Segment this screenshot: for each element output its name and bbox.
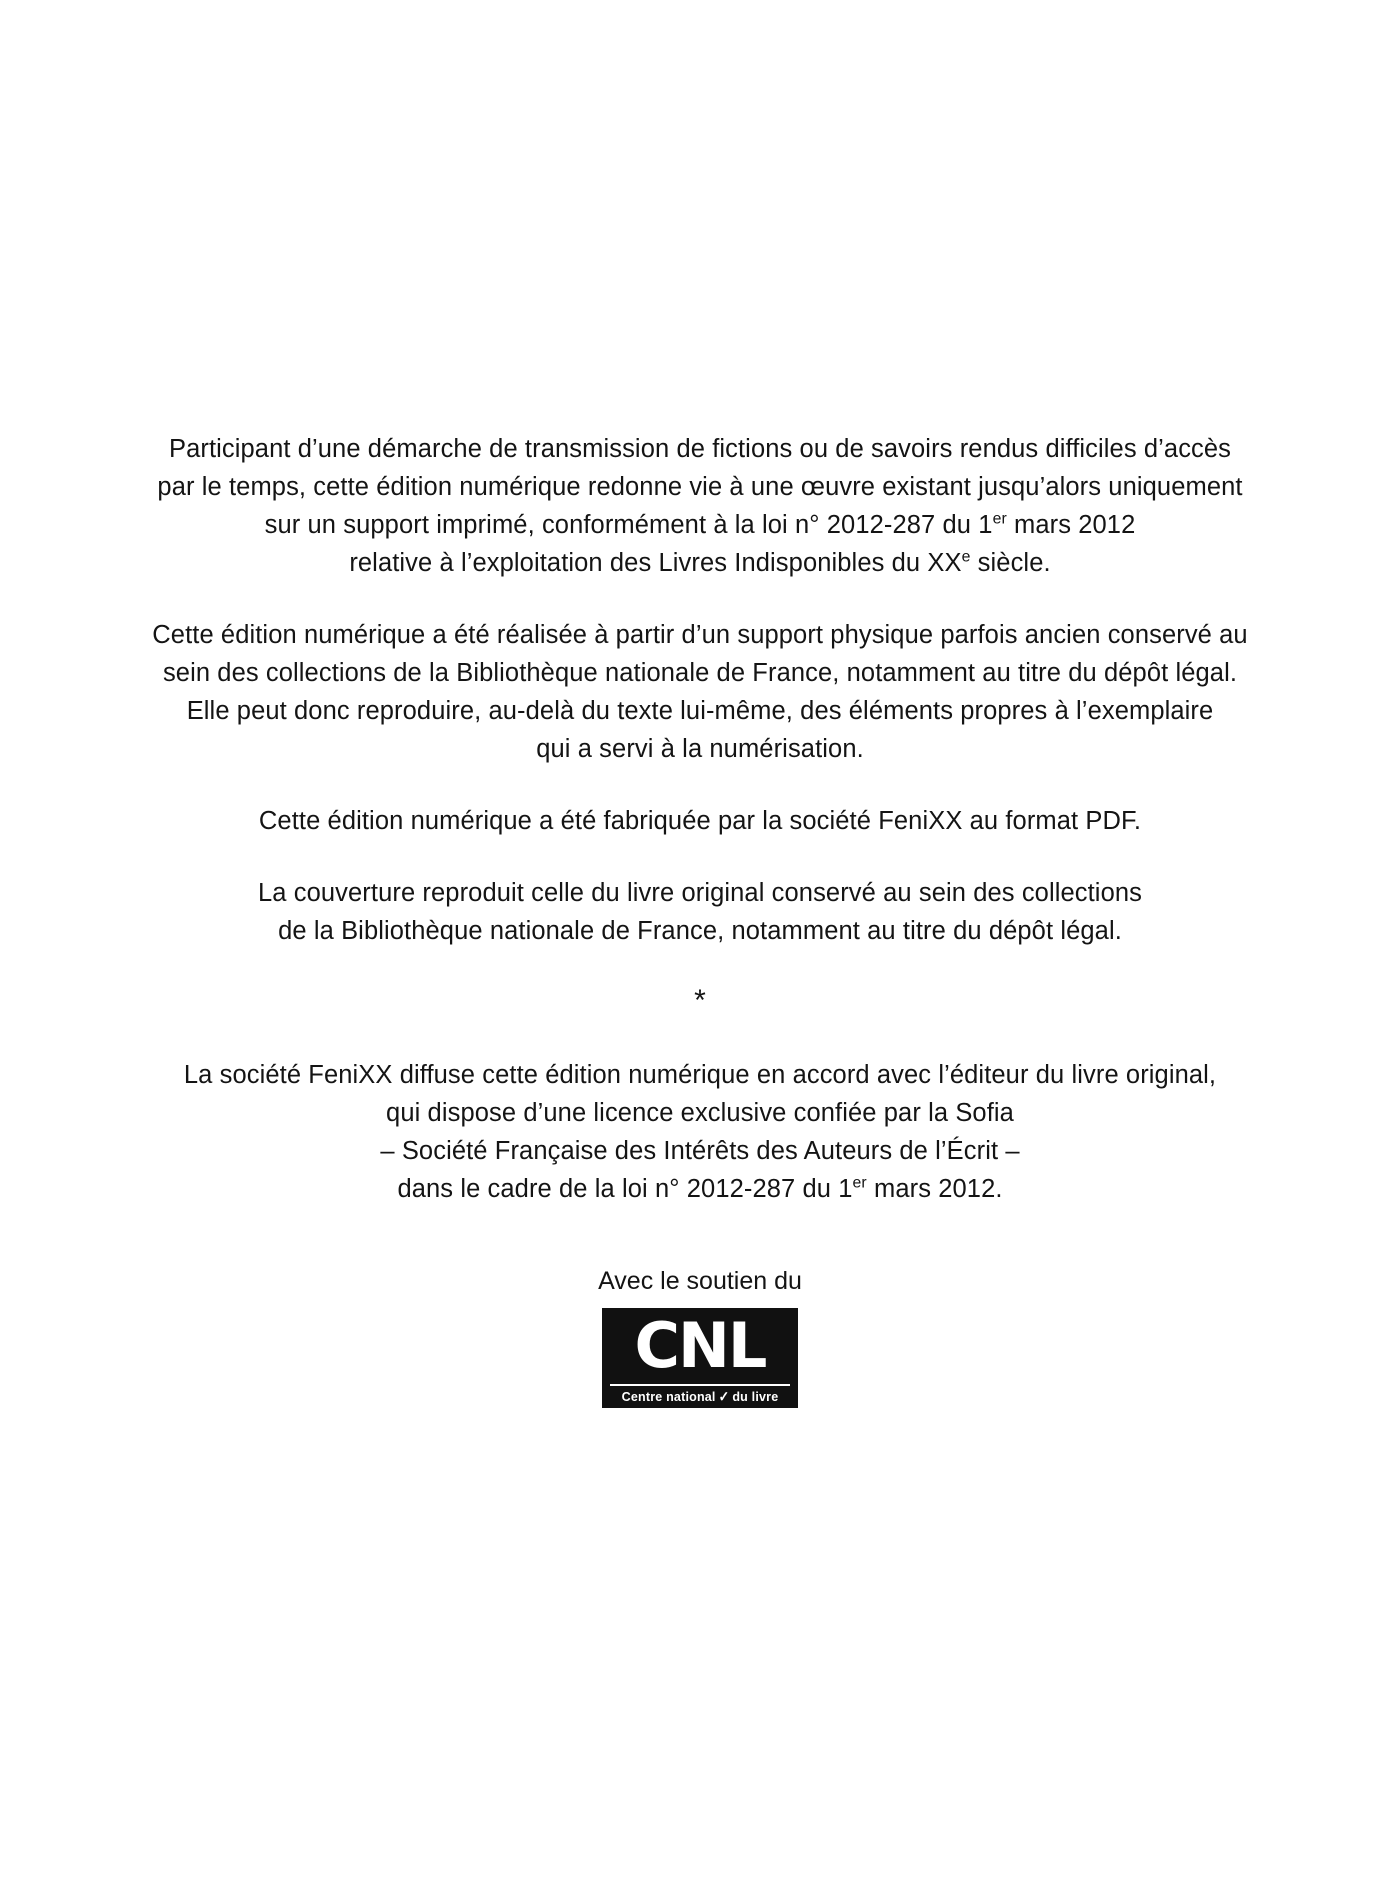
- line-text: siècle.: [970, 549, 1051, 577]
- line-text: mars 2012.: [866, 1175, 1003, 1203]
- paragraph-line: La couverture reproduit celle du livre original conservé au sein des collections: [258, 879, 1142, 907]
- section-separator: *: [694, 984, 706, 1017]
- paragraph-line: Cette édition numérique a été réalisée à partir d’un support physique parfois ancien conservé au: [152, 621, 1248, 649]
- paragraph-line: La société FeniXX diffuse cette édition numérique en accord avec l’éditeur du livre original,: [183, 1061, 1217, 1089]
- paragraph-support-physique: [130, 616, 1270, 768]
- paragraph-diffusion: [130, 1056, 1270, 1208]
- paragraph-line: par le temps, cette édition numérique redonne vie à une œuvre existant jusqu’alors uniquement: [157, 473, 1243, 501]
- support-block: [130, 1266, 1270, 1408]
- line-text: mars 2012: [1006, 511, 1136, 539]
- ordinal-suffix: er: [852, 1174, 867, 1192]
- paragraph-line: [130, 544, 1270, 582]
- ordinal-suffix: e: [961, 548, 971, 566]
- paragraph-line: Cette édition numérique a été fabriquée par la société FeniXX au format PDF.: [258, 807, 1142, 835]
- paragraph-fabrication: [130, 802, 1270, 840]
- cnl-subtitle-left: Centre national: [621, 1390, 716, 1404]
- cnl-logo-subtitle: [602, 1389, 798, 1405]
- legal-notice-content: [130, 430, 1270, 1408]
- ordinal-suffix: er: [992, 510, 1007, 528]
- paragraph-line: qui dispose d’une licence exclusive confiée par la Sofia: [386, 1099, 1014, 1127]
- support-label: Avec le soutien du: [598, 1267, 802, 1295]
- line-text: relative à l’exploitation des Livres Indisponibles du XX: [349, 549, 962, 577]
- paragraph-line: [130, 1170, 1270, 1208]
- cnl-logo-divider: [610, 1384, 790, 1386]
- paragraph-line: [130, 506, 1270, 544]
- paragraph-line: Participant d’une démarche de transmission de fictions ou de savoirs rendus difficiles d’accès: [168, 435, 1232, 463]
- paragraph-transmission: [130, 430, 1270, 582]
- cnl-logo: [602, 1308, 798, 1408]
- line-text: sur un support imprimé, conformément à la loi n° 2012-287 du 1: [264, 511, 993, 539]
- cnl-checkmark-icon: ✓: [718, 1388, 730, 1406]
- paragraph-line: Elle peut donc reproduire, au-delà du texte lui-même, des éléments propres à l’exemplaire: [186, 697, 1214, 725]
- line-text: dans le cadre de la loi n° 2012-287 du 1: [397, 1175, 853, 1203]
- paragraph-couverture: [130, 874, 1270, 950]
- paragraph-line: sein des collections de la Bibliothèque nationale de France, notamment au titre du dépôt légal.: [162, 659, 1238, 687]
- cnl-subtitle-right: du livre: [732, 1390, 779, 1404]
- paragraph-line: de la Bibliothèque nationale de France, notamment au titre du dépôt légal.: [278, 917, 1122, 945]
- paragraph-line: – Société Française des Intérêts des Auteurs de l’Écrit –: [380, 1137, 1020, 1165]
- paragraph-line: qui a servi à la numérisation.: [536, 735, 864, 763]
- cnl-logo-wordmark: CNL: [634, 1309, 766, 1382]
